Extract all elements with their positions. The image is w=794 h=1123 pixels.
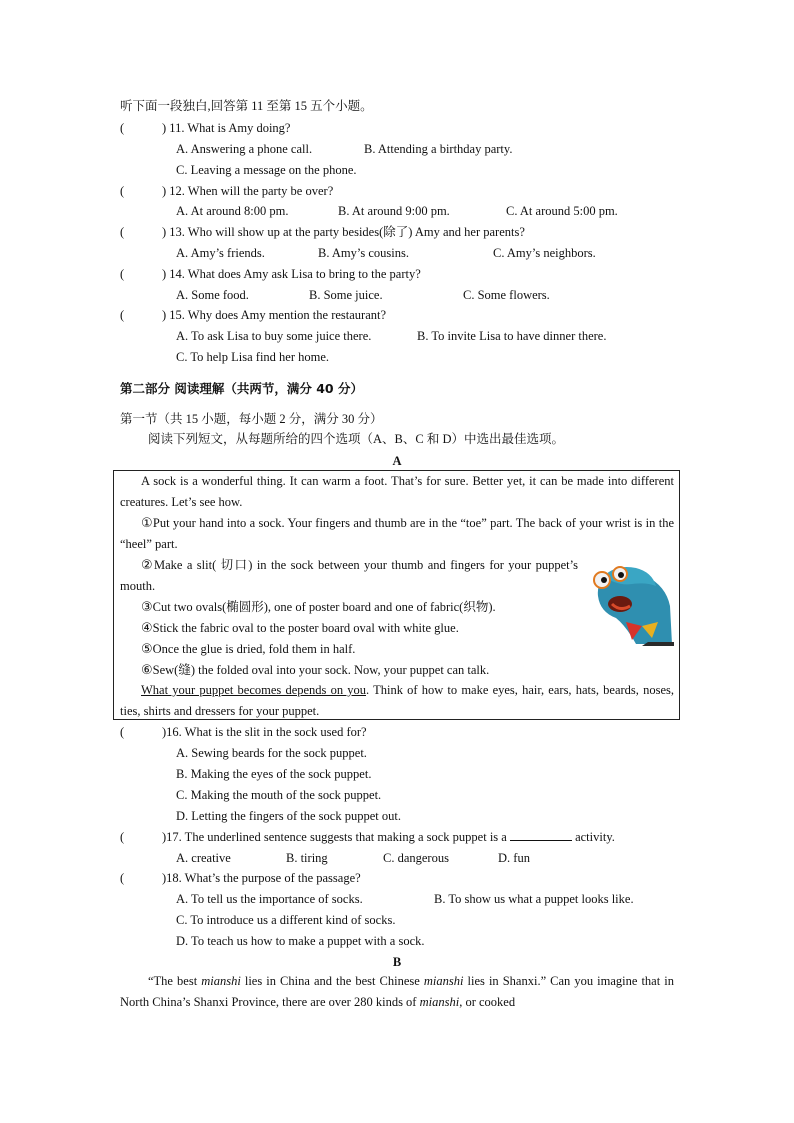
q14-option-c[interactable]: C. Some flowers. [463,288,550,302]
question-17: ( )17. The underlined sentence suggests that making a sock puppet is a activity. [120,830,615,844]
sock-puppet-image [586,556,674,646]
step-1: ①Put your hand into a sock. Your fingers and thumb are in the “toe” part. The back of your wrist is in the “heel” part. [120,516,674,551]
q16-option-a[interactable]: A. Sewing beards for the sock puppet. [176,746,367,760]
q18-option-b[interactable]: B. To show us what a puppet looks like. [434,892,634,906]
q18-option-a[interactable]: A. To tell us the importance of socks. [176,892,363,906]
q18-option-d[interactable]: D. To teach us how to make a puppet with a sock. [176,934,425,948]
q14-option-a[interactable]: A. Some food. [176,288,249,302]
step-2: ②Make a slit( 切口) in the sock between your thumb and fingers for your puppet’s mouth. [120,558,578,593]
q17-option-a[interactable]: A. creative [176,851,231,865]
question-16: ( )16. What is the slit in the sock used for? [120,725,367,739]
question-18: ( )18. What’s the purpose of the passage? [120,871,361,885]
q15-option-c[interactable]: C. To help Lisa find her home. [176,350,330,364]
q15-option-a[interactable]: A. To ask Lisa to buy some juice there. [176,329,372,343]
underlined-sentence: What your puppet becomes depends on you [141,683,367,697]
passage-a-intro: A sock is a wonderful thing. It can warm a foot. That’s for sure. Better yet, it can be made into different creatures. Let’s see how. [120,474,674,509]
question-15: ( ) 15. Why does Amy mention the restaurant? [120,308,387,322]
q15-option-b[interactable]: B. To invite Lisa to have dinner there. [417,329,607,343]
q11-option-b[interactable]: B. Attending a birthday party. [364,142,513,156]
passage-a-label: A [392,454,402,468]
q13-option-b[interactable]: B. Amy’s cousins. [318,246,409,260]
q14-option-b[interactable]: B. Some juice. [309,288,383,302]
reading-instruction: 阅读下列短文，从每题所给的四个选项（A、B、C 和 D）中选出最佳选项。 [148,432,564,446]
q16-option-c[interactable]: C. Making the mouth of the sock puppet. [176,788,382,802]
q11-option-c[interactable]: C. Leaving a message on the phone. [176,163,357,177]
question-13: ( ) 13. Who will show up at the party besides(除了) Amy and her parents? [120,225,525,239]
part-two-title: 第二部分 阅读理解（共两节，满分 40 分） [120,381,363,396]
q12-option-a[interactable]: A. At around 8:00 pm. [176,204,289,218]
section-one-title: 第一节（共 15 小题，每小题 2 分，满分 30 分） [120,412,383,426]
answer-blank[interactable] [510,829,572,841]
q12-option-b[interactable]: B. At around 9:00 pm. [338,204,450,218]
q13-option-a[interactable]: A. Amy’s friends. [176,246,265,260]
q11-option-a[interactable]: A. Answering a phone call. [176,142,313,156]
passage-b-text: “The best mianshi lies in China and the best Chinese mianshi lies in Shanxi.” Can you imagine that in North China’s Shanxi Province, there are over 280 kinds of mianshi, or cooked [120,974,674,1009]
q12-option-c[interactable]: C. At around 5:00 pm. [506,204,618,218]
question-14: ( ) 14. What does Amy ask Lisa to bring to the party? [120,267,421,281]
step-6: ⑥Sew(缝) the folded oval into your sock. Now, your puppet can talk. [141,663,490,678]
step-3: ③Cut two ovals(椭圆形), one of poster board and one of fabric(织物). [141,600,496,615]
q17-option-b[interactable]: B. tiring [286,851,328,865]
step-4: ④Stick the fabric oval to the poster board oval with white glue. [141,621,459,636]
passage-a-conclusion: What your puppet becomes depends on you. Think of how to make eyes, hair, ears, hats, beards, noses, ties, shirts and dressers for your puppet. [120,683,674,718]
listening-intro: 听下面一段独白,回答第 11 至第 15 五个小题。 [120,99,373,113]
q18-option-c[interactable]: C. To introduce us a different kind of socks. [176,913,396,927]
question-11: ( ) 11. What is Amy doing? [120,121,291,135]
q17-option-d[interactable]: D. fun [498,851,530,865]
q16-option-d[interactable]: D. Letting the fingers of the sock puppet out. [176,809,401,823]
q17-option-c[interactable]: C. dangerous [383,851,449,865]
q16-option-b[interactable]: B. Making the eyes of the sock puppet. [176,767,372,781]
question-12: ( ) 12. When will the party be over? [120,184,334,198]
q13-option-c[interactable]: C. Amy’s neighbors. [493,246,596,260]
passage-b-label: B [392,955,402,969]
step-5: ⑤Once the glue is dried, fold them in half. [141,642,356,657]
